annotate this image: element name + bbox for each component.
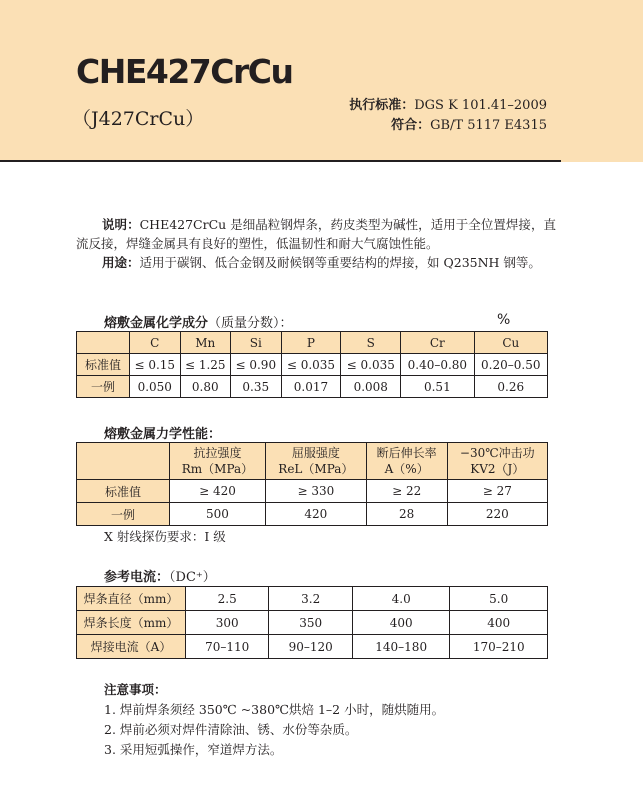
- mech-table: [76, 442, 548, 526]
- current-cell: 140–180: [352, 635, 450, 659]
- notes-title: 注意事项：: [104, 682, 167, 697]
- conform-value: GB/T 5117 E4315: [430, 118, 547, 133]
- mech-row-label: 一例: [77, 503, 170, 526]
- description: [76, 215, 556, 272]
- chem-cell: ≤ 1.25: [180, 354, 231, 376]
- header-rule: [0, 160, 561, 162]
- mech-header-cell: [366, 443, 447, 480]
- mech-header-line: 屈服强度: [291, 446, 340, 460]
- mech-cell: 28: [366, 503, 447, 526]
- mech-section-title: 熔敷金属力学性能：: [104, 427, 222, 442]
- product-subtitle: （J427CrCu）: [72, 108, 205, 130]
- current-section-title: [104, 566, 216, 585]
- chem-title: 熔敷金属化学成分: [104, 316, 209, 331]
- mech-header-line: 抗拉强度: [193, 446, 242, 460]
- chem-cell: ≤ 0.90: [231, 354, 282, 376]
- note-item: 1. 焊前焊条须经 350℃ ~380℃烘焙 1–2 小时，随烘随用。: [104, 702, 445, 717]
- conform-label: 符合：: [391, 118, 431, 133]
- mech-header-unit: A（%）: [384, 462, 429, 476]
- standards-block: [349, 96, 547, 136]
- chem-cell: 0.26: [474, 376, 547, 398]
- current-title: 参考电流：: [104, 570, 170, 585]
- header-band: [0, 0, 643, 162]
- description-label: 说明：: [102, 217, 140, 232]
- current-cell: 90–120: [269, 635, 352, 659]
- chem-header-cell: C: [130, 332, 181, 354]
- mech-header-cell: [447, 443, 547, 480]
- mech-header-line: −30℃冲击功: [459, 446, 535, 460]
- usage-text: 适用于碳钢、低合金钢及耐候钢等重要结构的焊接，如 Q235NH 钢等。: [139, 255, 541, 270]
- chem-header-cell: Cu: [474, 332, 547, 354]
- mech-header-cell: [170, 443, 266, 480]
- mech-cell: ≥ 420: [170, 480, 266, 503]
- chem-header-cell: Si: [231, 332, 282, 354]
- chem-unit: %: [497, 312, 511, 328]
- chem-cell: 0.80: [180, 376, 231, 398]
- mech-cell: 420: [265, 503, 366, 526]
- mech-header-cell: [265, 443, 366, 480]
- chem-header-cell: P: [281, 332, 341, 354]
- chem-cell: 0.017: [281, 376, 341, 398]
- mech-cell: 500: [170, 503, 266, 526]
- chem-table: [76, 331, 548, 398]
- mech-cell: ≥ 330: [265, 480, 366, 503]
- chem-row-example: [77, 376, 548, 398]
- chem-row-label: 一例: [77, 376, 130, 398]
- current-cell: 300: [186, 611, 269, 635]
- current-title-paren: （DC⁺）: [169, 570, 216, 585]
- mech-header-unit: KV2（J）: [470, 462, 525, 476]
- current-cell: 170–210: [450, 635, 548, 659]
- chem-corner-cell: [77, 332, 130, 354]
- product-title: CHE427CrCu: [76, 52, 293, 91]
- current-cell: 70–110: [186, 635, 269, 659]
- note-item: 3. 采用短弧操作，窄道焊方法。: [104, 742, 283, 757]
- chem-row-label: 标准值: [77, 354, 130, 376]
- current-cell: 2.5: [186, 587, 269, 611]
- current-cell: 4.0: [352, 587, 450, 611]
- description-paragraph: [76, 215, 556, 253]
- xray-requirement: X 射线探伤要求：I 级: [104, 529, 226, 544]
- chem-row-standard: [77, 354, 548, 376]
- chem-header-cell: S: [341, 332, 401, 354]
- chem-cell: 0.008: [341, 376, 401, 398]
- current-cell: 350: [269, 611, 352, 635]
- mech-header-row: [77, 443, 548, 480]
- chem-cell: ≤ 0.035: [341, 354, 401, 376]
- current-cell: 400: [352, 611, 450, 635]
- current-cell: 400: [450, 611, 548, 635]
- standard-value: DGS K 101.41–2009: [414, 98, 547, 113]
- current-row-label: 焊条直径（mm）: [77, 587, 186, 611]
- mech-row-example: [77, 503, 548, 526]
- current-row-label: 焊条长度（mm）: [77, 611, 186, 635]
- mech-header-line: 断后伸长率: [376, 446, 437, 460]
- chem-header-row: [77, 332, 548, 354]
- current-table: [76, 586, 548, 659]
- current-row-amperage: [77, 635, 548, 659]
- mech-cell: ≥ 27: [447, 480, 547, 503]
- chem-header-cell: Mn: [180, 332, 231, 354]
- mech-row-label: 标准值: [77, 480, 170, 503]
- description-text: CHE427CrCu 是细晶粒钢焊条，药皮类型为碱性，适用于全位置焊接，直流反接，焊缝金属具有良好的塑性，低温韧性和耐大气腐蚀性能。: [76, 217, 556, 251]
- mech-header-unit: ReL（MPa）: [278, 462, 354, 476]
- chem-cell: 0.20–0.50: [474, 354, 547, 376]
- chem-cell: 0.050: [130, 376, 181, 398]
- chem-title-paren: （质量分数）：: [208, 316, 293, 331]
- current-row-diameter: [77, 587, 548, 611]
- notes-section: [104, 680, 444, 760]
- current-row-label: 焊接电流（A）: [77, 635, 186, 659]
- chem-section-title: [104, 312, 293, 331]
- mech-header-unit: Rm（MPa）: [181, 462, 254, 476]
- current-row-length: [77, 611, 548, 635]
- mech-cell: ≥ 22: [366, 480, 447, 503]
- mech-cell: 220: [447, 503, 547, 526]
- chem-cell: 0.40–0.80: [401, 354, 474, 376]
- chem-cell: 0.51: [401, 376, 474, 398]
- mech-row-standard: [77, 480, 548, 503]
- current-cell: 5.0: [450, 587, 548, 611]
- chem-cell: ≤ 0.15: [130, 354, 181, 376]
- usage-paragraph: [76, 253, 556, 272]
- usage-label: 用途：: [102, 255, 140, 270]
- mech-corner-cell: [77, 443, 170, 480]
- standard-label: 执行标准：: [349, 98, 415, 113]
- note-item: 2. 焊前必须对焊件清除油、锈、水份等杂质。: [104, 722, 358, 737]
- current-cell: 3.2: [269, 587, 352, 611]
- chem-header-cell: Cr: [401, 332, 474, 354]
- chem-cell: ≤ 0.035: [281, 354, 341, 376]
- chem-cell: 0.35: [231, 376, 282, 398]
